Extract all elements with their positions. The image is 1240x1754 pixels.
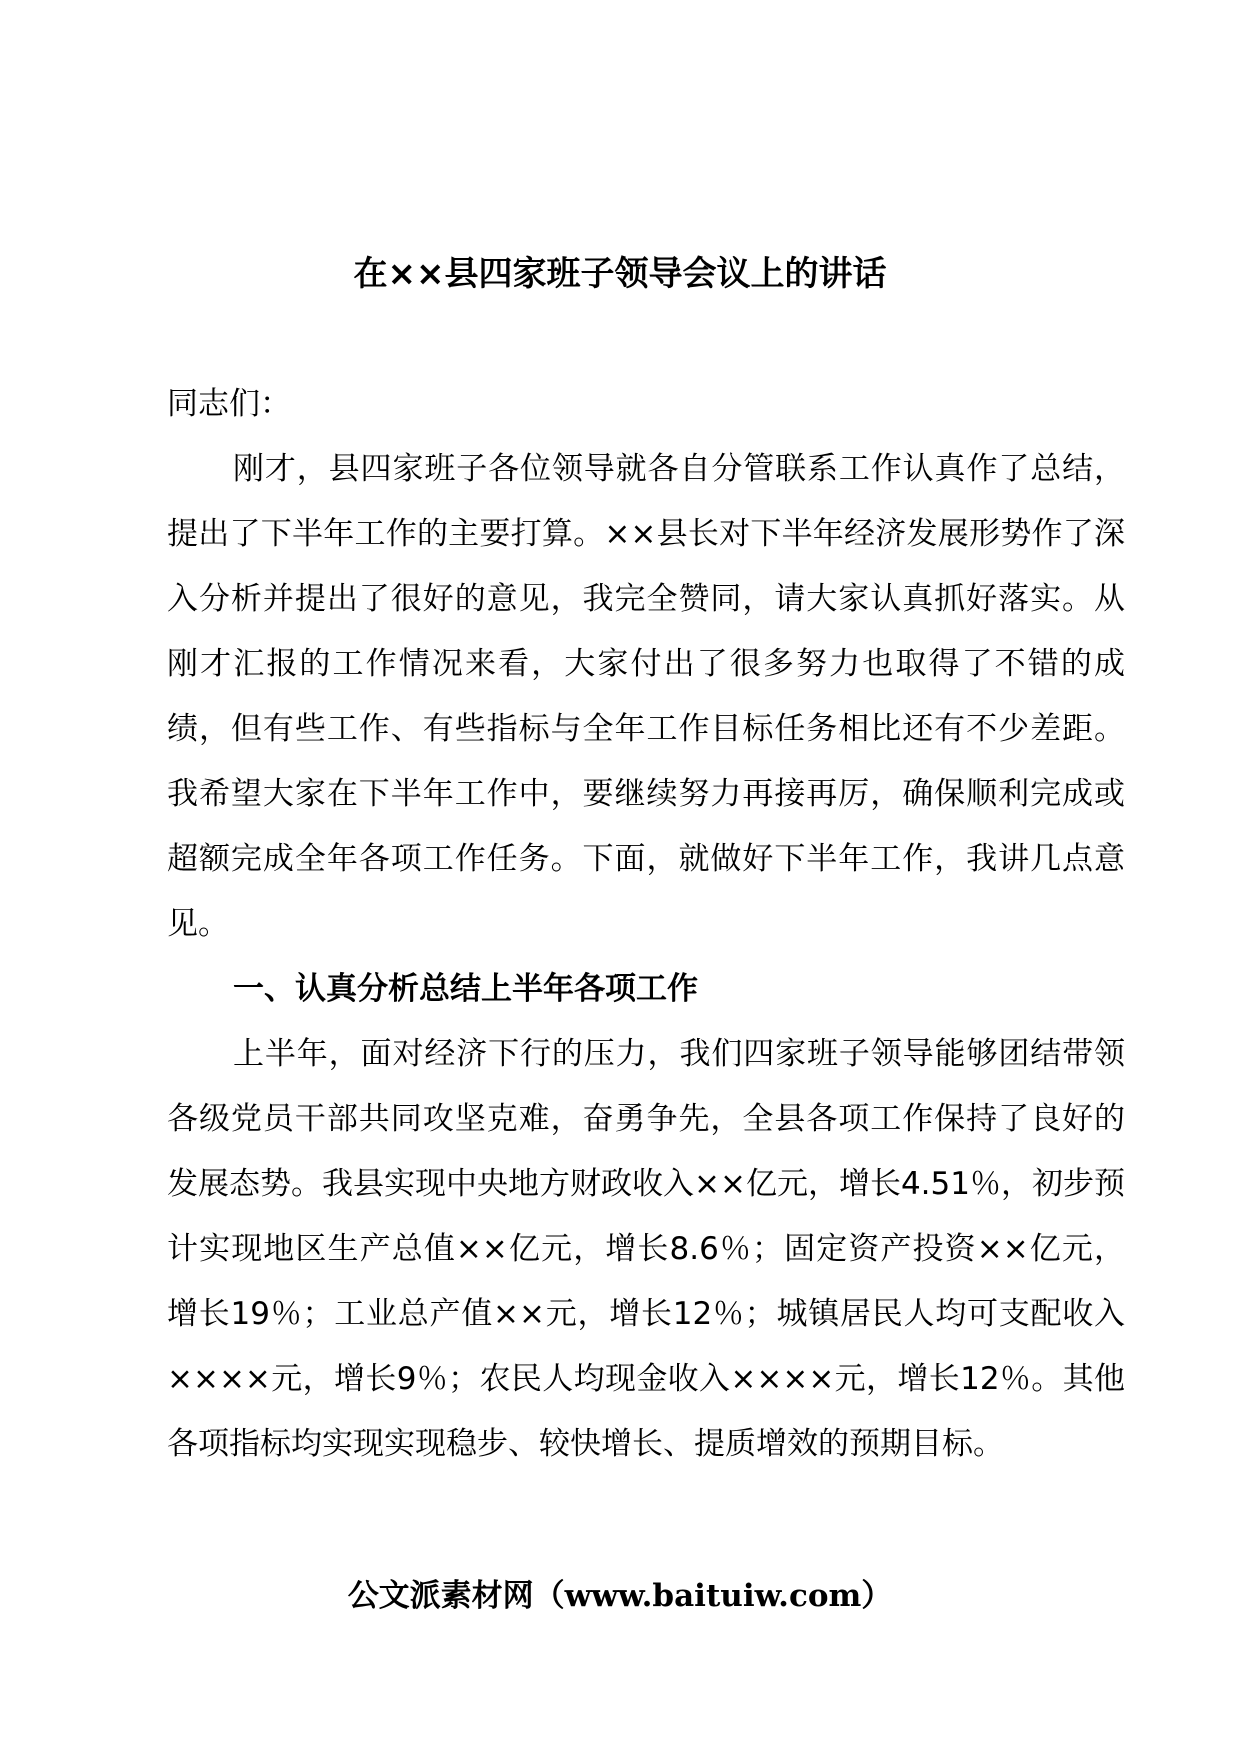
footer-watermark: 公文派素材网（www.baituiw.com） (347, 1578, 893, 1614)
section-heading: 一、认真分析总结上半年各项工作 (233, 971, 698, 1007)
document-title: 在××县四家班子领导会议上的讲话 (353, 254, 887, 294)
intro-paragraph: 刚才，县四家班子各位领导就各自分管联系工作认真作了总结，提出了下半年工作的主要打算。××县长对下半年经济发展形势作了深入分析并提出了很好的意见，我完全赞同，请大家认真抓好落实。从刚才汇报的工作情况来看，大家付出了很多努力也取得了不错的成绩，但有些工作、有些指标与全年工作目标任务相比还有不少差距。我希望大家在下半年工作中，要继续努力再接再厉，确保顺利完成或超额完成全年各项工作任务。下面，就做好下半年工作，我讲几点意见。 (167, 451, 1125, 942)
salutation: 同志们： (167, 386, 291, 422)
section-paragraph: 上半年，面对经济下行的压力，我们四家班子领导能够团结带领各级党员干部共同攻坚克难，奋勇争先，全县各项工作保持了良好的发展态势。我县实现中央地方财政收入××亿元，增长4.51％，初步预计实现地区生产总值××亿元，增长8.6％；固定资产投资××亿元，增长19％；工业总产值××元，增长12％；城镇居民人均可支配收入××××元，增长9％；农民人均现金收入××××元，增长12％。其他各项指标均实现实现稳步、较快增长、提质增效的预期目标。 (167, 1036, 1125, 1462)
document-body (167, 372, 1125, 1477)
